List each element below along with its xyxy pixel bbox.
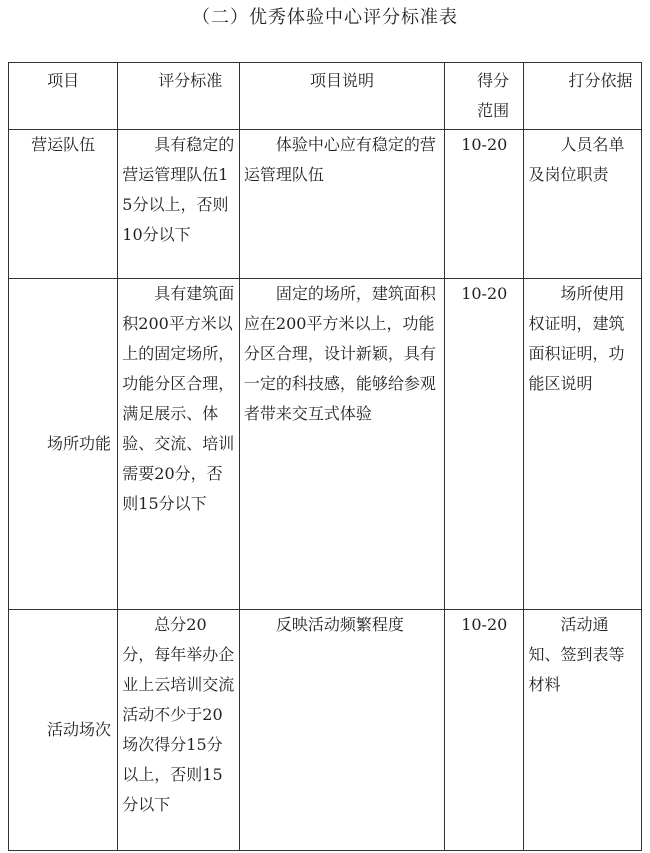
cell-standard: 具有建筑面积200平方米以上的固定场所，功能分区合理，满足展示、体验、交流、培训需要20分，否则15分以下	[118, 279, 240, 610]
cell-basis: 场所使用权证明，建筑面积证明，功能区说明	[524, 279, 642, 610]
cell-basis: 活动通知、签到表等材料	[524, 610, 642, 851]
cell-standard: 总分20分，每年举办企业上云培训交流活动不少于20场次得分15分以上，否则15分以下	[118, 610, 240, 851]
cell-range: 10-20	[445, 130, 524, 279]
cell-item: 场所功能	[9, 279, 118, 610]
header-description: 项目说明	[239, 63, 444, 130]
scoring-standards-table	[8, 62, 642, 851]
table-row	[9, 279, 642, 610]
cell-description: 固定的场所，建筑面积应在200平方米以上，功能分区合理，设计新颖，具有一定的科技感，能够给参观者带来交互式体验	[239, 279, 444, 610]
table-header-row	[9, 63, 642, 130]
cell-range: 10-20	[445, 279, 524, 610]
header-range: 得分范围	[445, 63, 524, 130]
cell-basis: 人员名单及岗位职责	[524, 130, 642, 279]
cell-range: 10-20	[445, 610, 524, 851]
cell-standard: 具有稳定的营运管理队伍15分以上，否则10分以下	[118, 130, 240, 279]
cell-item: 活动场次	[9, 610, 118, 851]
header-item: 项目	[9, 63, 118, 130]
table-row	[9, 610, 642, 851]
document-title: （二）优秀体验中心评分标准表	[192, 7, 458, 28]
cell-description: 体验中心应有稳定的营运管理队伍	[239, 130, 444, 279]
header-standard: 评分标准	[118, 63, 240, 130]
cell-description: 反映活动频繁程度	[239, 610, 444, 851]
header-basis: 打分依据	[524, 63, 642, 130]
cell-item: 营运队伍	[9, 130, 118, 279]
table-row	[9, 130, 642, 279]
